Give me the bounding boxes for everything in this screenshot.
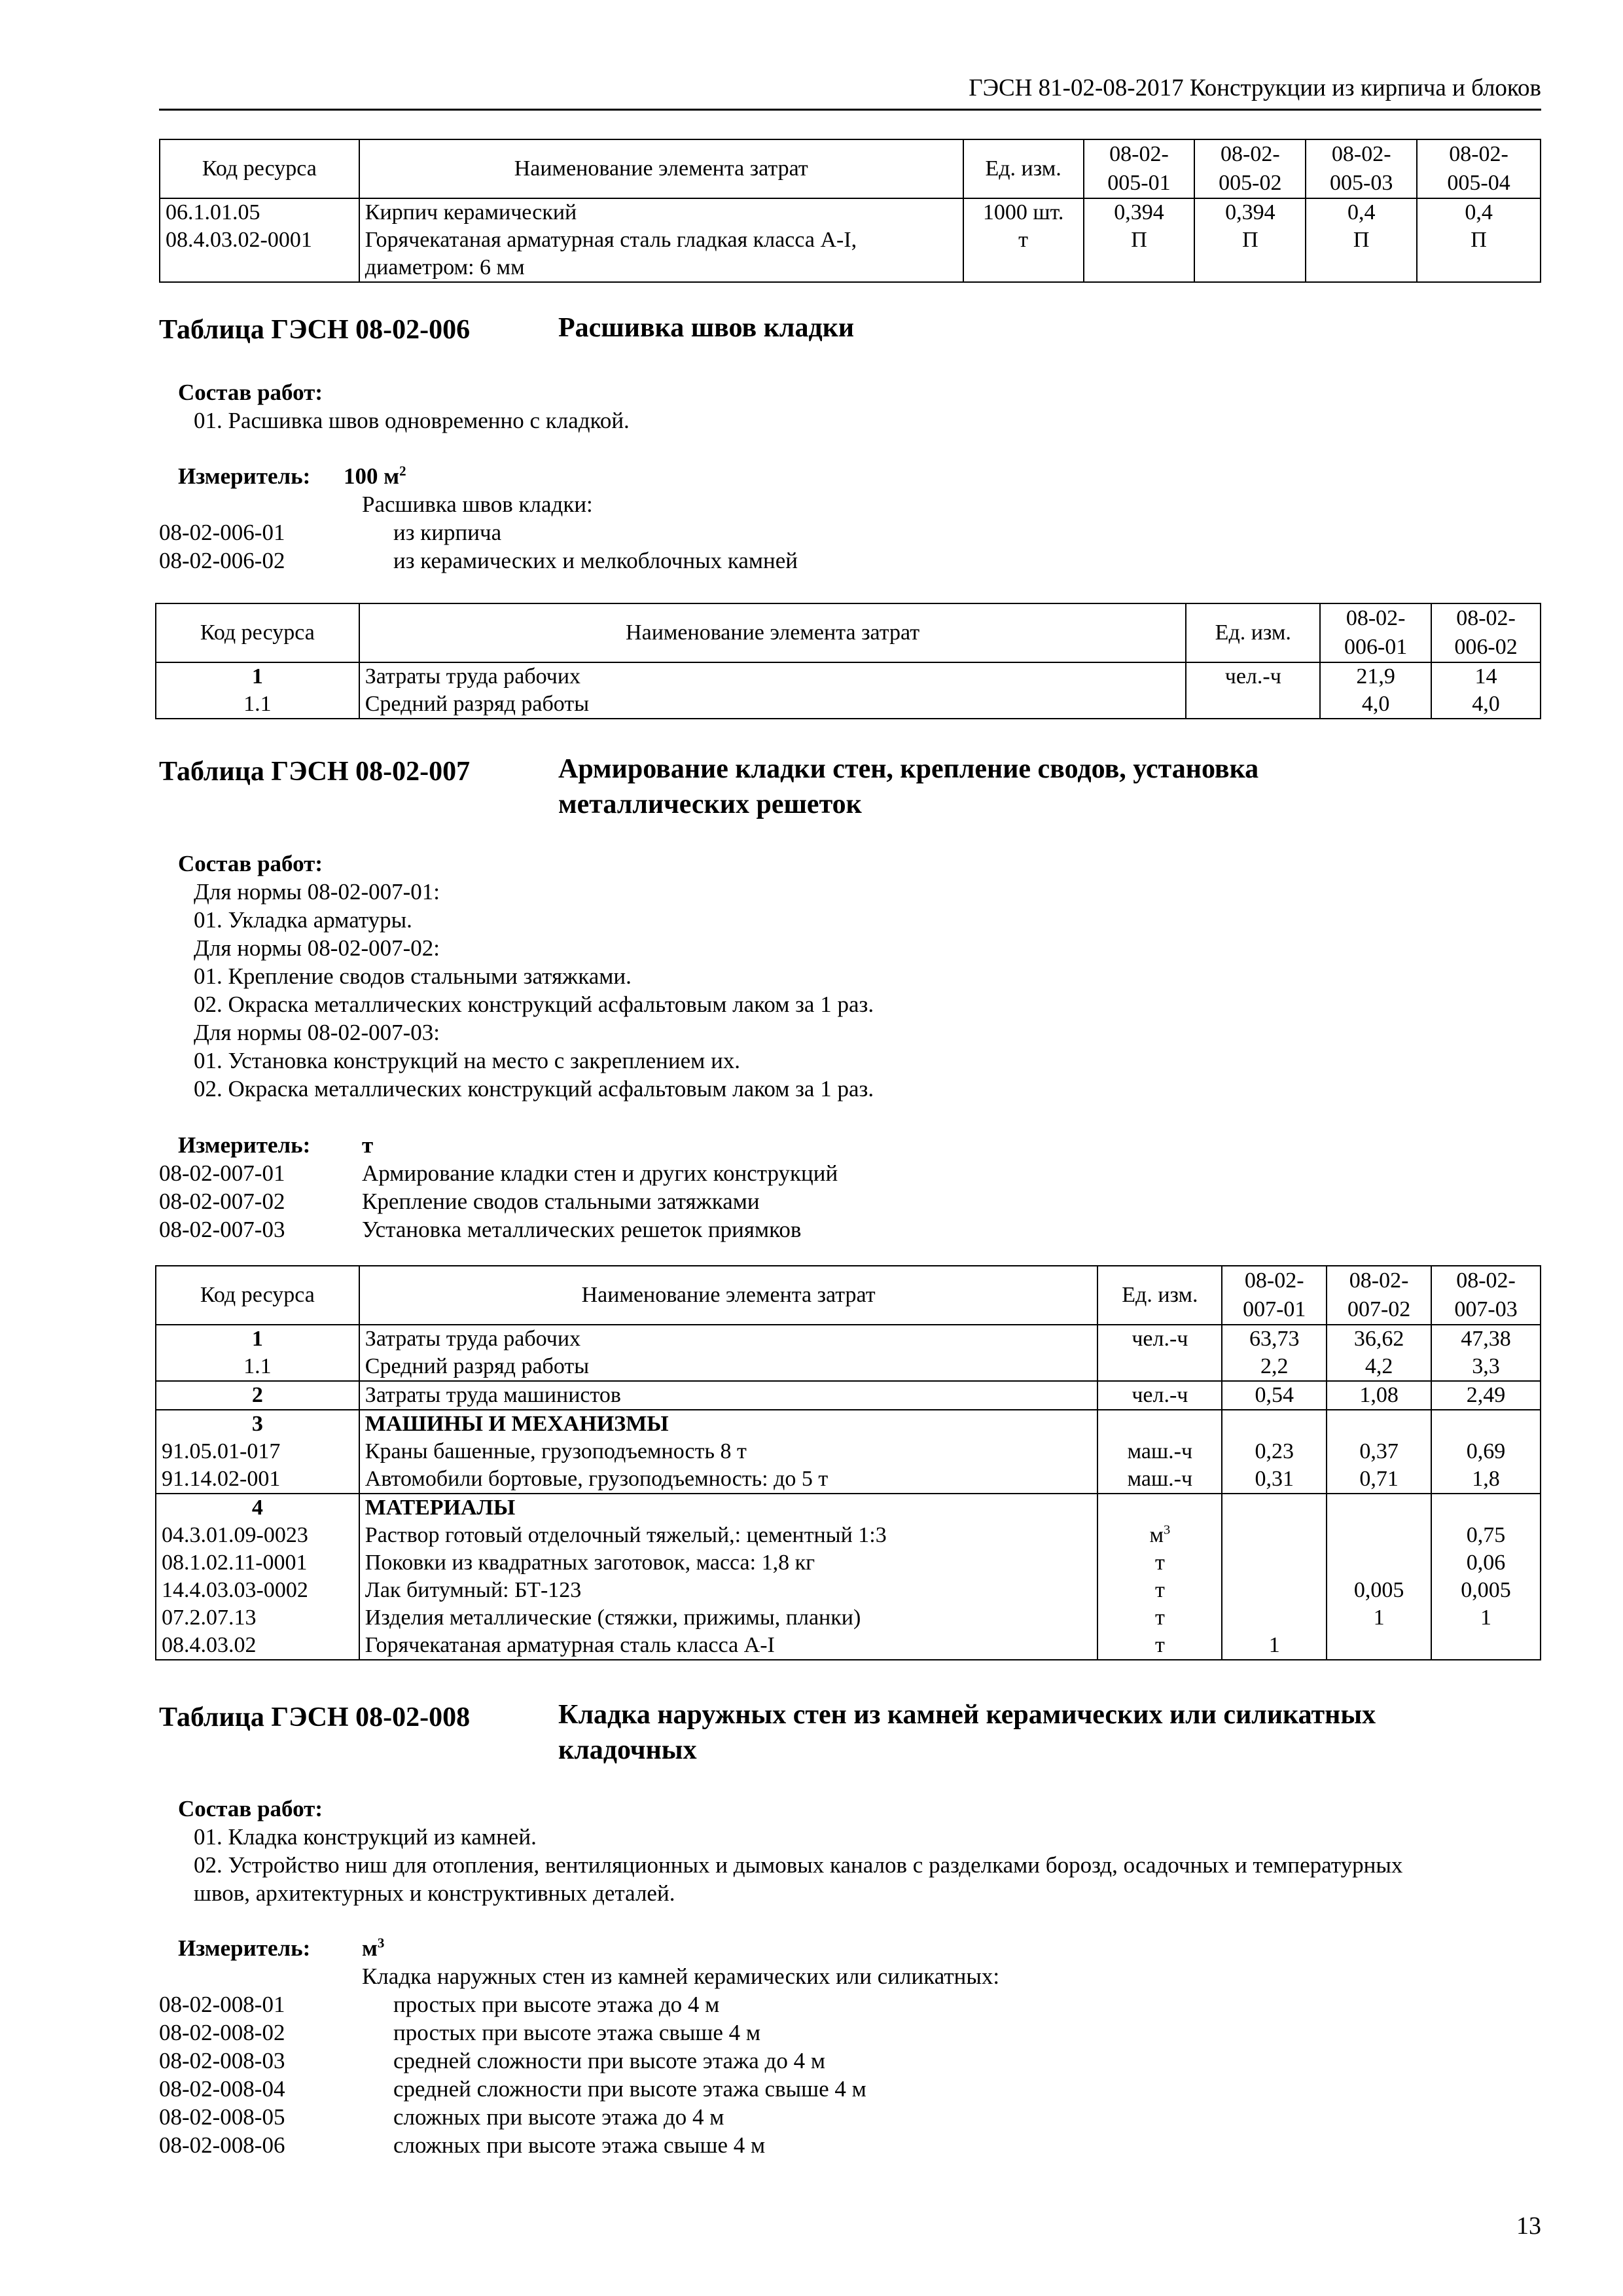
table-cell: Средний разряд работы <box>359 691 1186 719</box>
table-cell: 1.1 <box>156 691 359 719</box>
col-header-norm: 08-02- 005-03 <box>1306 139 1417 198</box>
table-006 <box>155 603 1541 719</box>
table-cell: 3,3 <box>1431 1353 1541 1381</box>
table-cell: 14.4.03.03-0002 <box>156 1577 359 1604</box>
table-cell: Затраты труда рабочих <box>359 1325 1098 1353</box>
table-cell <box>1097 1353 1222 1381</box>
table-cell: т <box>1097 1604 1222 1632</box>
table-cell: 0,37 <box>1327 1438 1431 1465</box>
section-name: Армирование кладки стен, крепление сводов, установка металлических решеток <box>558 754 1259 819</box>
table-cell: 21,9 <box>1320 662 1431 691</box>
table-cell: П <box>1084 226 1195 282</box>
norm-item: 08-02-006-02 из керамических и мелкоблочных камней <box>159 548 798 573</box>
table-cell: чел.-ч <box>1186 662 1320 691</box>
table-cell: Кирпич керамический <box>359 198 963 226</box>
table-cell: 0,005 <box>1327 1577 1431 1604</box>
table-row <box>156 662 1541 691</box>
table-cell <box>1186 691 1320 719</box>
table-cell <box>1097 1494 1222 1522</box>
table-cell <box>1222 1522 1327 1549</box>
table-cell: 0,31 <box>1222 1465 1327 1494</box>
measure-block: Измеритель: 100 $м^2$ Расшивка швов кладки: 08-02-006-01 из кирпича 08-02-006-02 из керамических и мелкоблочных камней <box>159 462 1272 575</box>
norm-item: 08-02-008-03 средней сложности при высоте этажа до 4 м <box>159 2048 825 2073</box>
norm-item: 08-02-008-05 сложных при высоте этажа до 4 м <box>159 2104 724 2130</box>
work-composition: Состав работ: 01. Расшивка швов одновременно с кладкой. <box>178 380 630 433</box>
table-cell <box>1327 1410 1431 1438</box>
table-cell: чел.-ч <box>1097 1381 1222 1410</box>
table-row <box>156 1632 1541 1660</box>
table-row <box>156 1410 1541 1438</box>
norm-item: 08-02-007-02 Крепление сводов стальными затяжками <box>159 1189 760 1214</box>
table-row <box>156 1577 1541 1604</box>
section-name: Кладка наружных стен из камней керамических или силикатных кладочных <box>558 1700 1376 1765</box>
table-cell: 04.3.01.09-0023 <box>156 1522 359 1549</box>
table-cell: 0,394 <box>1084 198 1195 226</box>
table-cell: Изделия металлические (стяжки, прижимы, планки) <box>359 1604 1098 1632</box>
norm-item: 08-02-008-02 простых при высоте этажа свыше 4 м <box>159 2020 761 2045</box>
table-cell <box>1327 1494 1431 1522</box>
table-cell <box>1222 1549 1327 1577</box>
table-cell: 1,08 <box>1327 1381 1431 1410</box>
table-cell <box>1097 1410 1222 1438</box>
table-cell: 1,8 <box>1431 1465 1541 1494</box>
header-title: ГЭСН 81-02-08-2017 Конструкции из кирпича и блоков <box>969 75 1541 101</box>
col-header-code: Код ресурса <box>160 139 359 198</box>
table-cell: П <box>1417 226 1541 282</box>
table-cell: МАТЕРИАЛЫ <box>359 1494 1098 1522</box>
table-cell: 36,62 <box>1327 1325 1431 1353</box>
table-cell: 4,2 <box>1327 1353 1431 1381</box>
table-cell: 0,005 <box>1431 1577 1541 1604</box>
table-cell: 2 <box>156 1381 359 1410</box>
page-number: 13 <box>1516 2212 1541 2240</box>
norm-item: 08-02-008-01 простых при высоте этажа до 4 м <box>159 1992 720 2017</box>
table-cell: Горячекатаная арматурная сталь гладкая класса А-I, диаметром: 6 мм <box>359 226 963 282</box>
table-cell: 0,75 <box>1431 1522 1541 1549</box>
table-cell: Затраты труда машинистов <box>359 1381 1098 1410</box>
table-cell: 14 <box>1431 662 1541 691</box>
section-name: Расшивка швов кладки <box>558 313 855 343</box>
measure-block: Измеритель: $м^3$ Кладка наружных стен из камней керамических или силикатных: 08-02-008-01 простых при высоте этажа до 4 м 08-02-008-02 простых при высоте этажа свыше 4 м 08-02-008-03 средней сложности при высоте этажа до 4 м 08-02-008-04 средней сложности при высоте этажа свыше 4 м 08-02-008-05 сложных при высоте этажа до 4 м 08-02-008-06 сложных при высоте этажа свыше 4 м <box>159 1934 1402 2159</box>
table-cell: 4 <box>156 1494 359 1522</box>
table-cell: чел.-ч <box>1097 1325 1222 1353</box>
table-cell: т <box>1097 1549 1222 1577</box>
table-cell <box>1222 1577 1327 1604</box>
measure-block: Измеритель: т 08-02-007-01 Армирование кладки стен и других конструкций 08-02-007-02 Крепление сводов стальными затяжками 08-02-007-03 Установка металлических решеток приямков <box>159 1131 1272 1244</box>
table-cell: 08.1.02.11-0001 <box>156 1549 359 1577</box>
table-row <box>156 1438 1541 1465</box>
table-cell: Горячекатаная арматурная сталь класса А-I <box>359 1632 1098 1660</box>
table-cell: Средний разряд работы <box>359 1353 1098 1381</box>
table-cell: т <box>963 226 1084 282</box>
table-row <box>156 1549 1541 1577</box>
table-cell: 08.4.03.02 <box>156 1632 359 1660</box>
table-cell: т <box>1097 1632 1222 1660</box>
table-cell: Краны башенные, грузоподъемность 8 т <box>359 1438 1098 1465</box>
table-007 <box>155 1265 1541 1660</box>
table-cell: 1 <box>1327 1604 1431 1632</box>
section-title: Таблица ГЭСН 08-02-006 <box>159 315 471 345</box>
norm-item: 08-02-006-01 из кирпича <box>159 520 502 545</box>
table-cell: 1.1 <box>156 1353 359 1381</box>
table-row <box>156 1604 1541 1632</box>
table-header-row: Код ресурса Наименование элемента затрат Ед. изм. 08-02- 007-01 08-02- 007-02 08-02- 007-03 <box>156 1266 1541 1325</box>
col-header-norm: 08-02- 005-02 <box>1194 139 1306 198</box>
table-cell: Автомобили бортовые, грузоподъемность: до 5 т <box>359 1465 1098 1494</box>
table-cell: 1 <box>156 662 359 691</box>
table-cell: 63,73 <box>1222 1325 1327 1353</box>
table-cell: 1 <box>1431 1604 1541 1632</box>
table-header-row: Код ресурса Наименование элемента затрат Ед. изм. 08-02- 006-01 08-02- 006-02 <box>156 603 1541 662</box>
col-header-norm: 08-02- 005-01 <box>1084 139 1195 198</box>
table-cell: 0,06 <box>1431 1549 1541 1577</box>
table-cell: 2,2 <box>1222 1353 1327 1381</box>
table-cell: 0,4 <box>1306 198 1417 226</box>
table-cell: 2,49 <box>1431 1381 1541 1410</box>
table-row <box>156 1381 1541 1410</box>
table-cell: 0,54 <box>1222 1381 1327 1410</box>
table-cell: Лак битумный: БТ-123 <box>359 1577 1098 1604</box>
table-row <box>156 1353 1541 1381</box>
table-cell: 4,0 <box>1431 691 1541 719</box>
table-cell: 91.05.01-017 <box>156 1438 359 1465</box>
table-cell: 0,23 <box>1222 1438 1327 1465</box>
section-title: Таблица ГЭСН 08-02-007 <box>159 757 471 787</box>
table-cell: П <box>1306 226 1417 282</box>
work-composition: Состав работ: Для нормы 08-02-007-01: 01. Укладка арматуры. Для нормы 08-02-007-02: 01. Крепление сводов стальными затяжками. 02. Окраска металлических конструкций асфальтовым лаком за 1 раз. Для нормы 08-02-007-03: 01. Установка конструкций на место с закреплением их. 02. Окраска металлических конструкций асфальтовым лаком за 1 раз. <box>178 851 874 1102</box>
norm-item: 08-02-007-01 Армирование кладки стен и других конструкций <box>159 1160 838 1186</box>
table-cell: маш.-ч <box>1097 1465 1222 1494</box>
table-row <box>160 198 1541 226</box>
table-cell: 1000 шт. <box>963 198 1084 226</box>
page-header <box>159 73 1541 111</box>
table-005 <box>159 139 1541 283</box>
table-cell: т <box>1097 1577 1222 1604</box>
table-row <box>156 1494 1541 1522</box>
table-cell: 07.2.07.13 <box>156 1604 359 1632</box>
col-header-name: Наименование элемента затрат <box>359 139 963 198</box>
col-header-unit: Ед. изм. <box>963 139 1084 198</box>
table-cell <box>1431 1410 1541 1438</box>
table-cell <box>1431 1632 1541 1660</box>
work-composition: Состав работ: 01. Кладка конструкций из камней. 02. Устройство ниш для отопления, вентиляционных и дымовых каналов с разделками борозд, осадочных и температурных швов, архитектурных и конструктивных деталей. <box>178 1796 1403 1906</box>
table-cell: маш.-ч <box>1097 1438 1222 1465</box>
table-cell <box>1431 1494 1541 1522</box>
table-cell: 0,69 <box>1431 1438 1541 1465</box>
col-header-norm: 08-02- 005-04 <box>1417 139 1541 198</box>
table-cell: 1 <box>156 1325 359 1353</box>
table-cell: 1 <box>1222 1632 1327 1660</box>
table-cell: 4,0 <box>1320 691 1431 719</box>
table-cell: 0,71 <box>1327 1465 1431 1494</box>
table-cell <box>1222 1494 1327 1522</box>
table-row <box>160 226 1541 282</box>
table-cell: Поковки из квадратных заготовок, масса: 1,8 кг <box>359 1549 1098 1577</box>
table-cell: 3 <box>156 1410 359 1438</box>
table-cell: 0,394 <box>1194 198 1306 226</box>
table-cell <box>1222 1604 1327 1632</box>
table-cell: П <box>1194 226 1306 282</box>
table-cell <box>1327 1632 1431 1660</box>
table-cell <box>1327 1522 1431 1549</box>
table-row <box>156 1522 1541 1549</box>
table-cell <box>1327 1549 1431 1577</box>
table-cell: 0,4 <box>1417 198 1541 226</box>
table-row <box>156 1325 1541 1353</box>
table-cell: МАШИНЫ И МЕХАНИЗМЫ <box>359 1410 1098 1438</box>
table-cell <box>1222 1410 1327 1438</box>
table-cell: 08.4.03.02-0001 <box>160 226 359 282</box>
table-row <box>156 691 1541 719</box>
norm-item: 08-02-007-03 Установка металлических решеток приямков <box>159 1217 802 1242</box>
table-cell: 06.1.01.05 <box>160 198 359 226</box>
section-title: Таблица ГЭСН 08-02-008 <box>159 1702 471 1732</box>
table-cell: Затраты труда рабочих <box>359 662 1186 691</box>
norm-item: 08-02-008-04 средней сложности при высоте этажа свыше 4 м <box>159 2076 866 2102</box>
table-row <box>156 1465 1541 1494</box>
table-header-row <box>160 139 1541 198</box>
table-cell: $м^3$ <box>1097 1522 1222 1549</box>
table-cell: 91.14.02-001 <box>156 1465 359 1494</box>
norm-item: 08-02-008-06 сложных при высоте этажа свыше 4 м <box>159 2132 766 2158</box>
table-cell: 47,38 <box>1431 1325 1541 1353</box>
table-cell: Раствор готовый отделочный тяжелый,: цементный 1:3 <box>359 1522 1098 1549</box>
